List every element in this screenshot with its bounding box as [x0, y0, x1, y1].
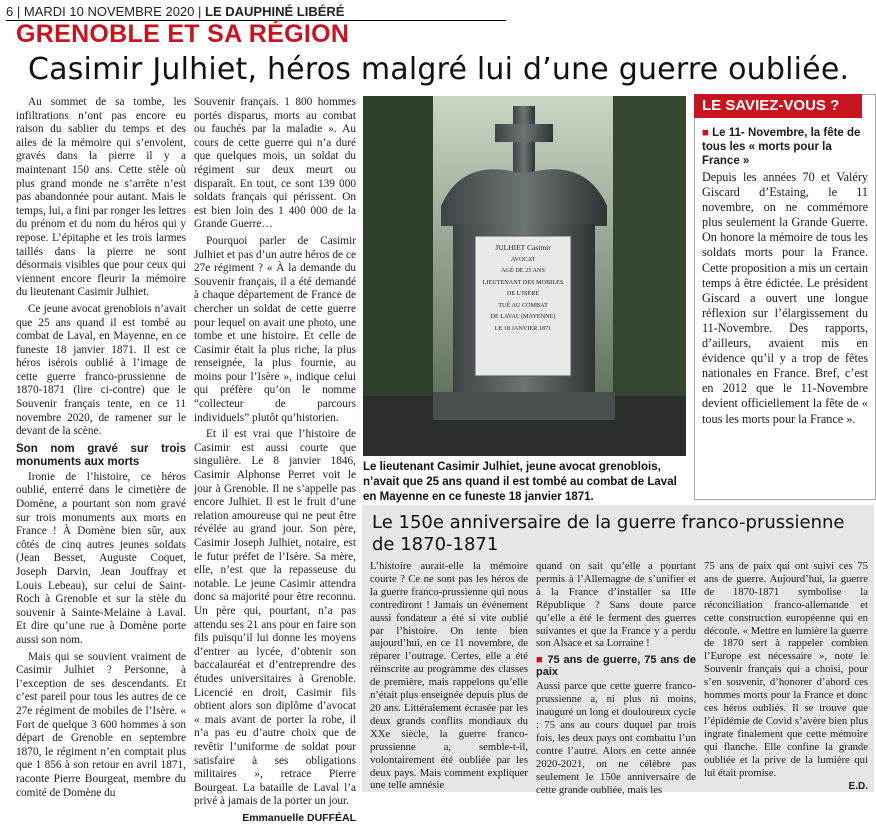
photo-caption: Le lieutenant Casimir Julhiet, jeune avocat grenoblois, n’avait que 25 ans quand il est tombé au combat de Laval en Mayenne en ce funeste 18 janvier 1871.	[363, 461, 677, 503]
box-subheading	[536, 654, 696, 678]
paragraph: 75 ans de paix qui ont suivi ces 75 ans de guerre. Aujourd’hui, la guerre de 1870-1871 symbolise la réconciliation franco-allemande et cette construction européenne qui en découle. « Mettre en lumière la guerre de 1870 sert à rappeler combien l’Europe est nécessaire », note le Souvenir français qui a choisi, pour s’en souvenir, d’honorer d’abord ces hommes morts pour la France et donc ces héros oubliés. Il se trouve que l’épidémie de Covid s’avère bien plus ingrate finalement que cette mémoire qui flanche. Elle confine la grande oubliée et la prive de la lumière qui lui était promise.	[704, 560, 868, 779]
epitaph	[477, 242, 569, 334]
epitaph-line: TUÉ AU COMBAT	[498, 301, 548, 309]
epitaph-line: DE L’ISÈRE	[506, 290, 540, 297]
issue-date: MARDI 10 NOVEMBRE 2020	[23, 4, 195, 19]
article-column-1	[16, 96, 186, 803]
box-column-3	[704, 560, 868, 794]
paragraph: quand on sait qu’elle a pourtant permis à l’Allemagne de s’unifier et à la France d’installer sa IIIe République ? Sans doute parce qu’elle a été le ferment des guerres suivantes et que la France y a perdu son Alsace et sa Lorraine !	[536, 560, 696, 650]
tomb-photo	[363, 96, 686, 456]
section-title: GRENOBLE ET SA RÉGION	[16, 20, 350, 48]
paragraph: Ironie de l’histoire, ce héros oublié, enterré dans le cimetière de Domène, a pourtant son nom gravé sur trois monuments aux morts en France ! À Domène bien sûr, aux côtés de cinq autres jeunes soldats (Jean Besset, Auguste Coquet, Joseph Darvin, Jean Jouffray et Louis Lebeau), sur celui de Saint-Roch à Grenoble et sur la stèle du souvenir à Sainte-Melaine à Laval. Et dire qu’une rue à Domène porte aussi son nom.	[16, 470, 186, 646]
bullet-icon: ■	[536, 654, 544, 667]
article-column-2	[194, 96, 356, 825]
epitaph-line: DE LAVAL (MAYENNE)	[490, 313, 556, 320]
header-separator: |	[16, 4, 21, 19]
box-column-2	[536, 560, 696, 799]
box-subheading-text: 75 ans de guerre, 75 ans de paix	[536, 654, 696, 679]
author-signature: Emmanuelle DUFFÉAL	[242, 811, 356, 824]
publication-name: LE DAUPHINÉ LIBÉRÉ	[205, 4, 345, 19]
box-title: Le 150e anniversaire de la guerre franco-prussienne de 1870-1871	[372, 512, 845, 555]
paragraph: Au sommet de sa tombe, les infiltrations n’ont pas encore eu raison du sablier du temps et des ailes de la mémoire qui s’envolent, gravés dans la pierre il y a maintenant 150 ans. Cette stèle où plus grand monde ne s’arrête n’est pas abandonnée pour autant. Mais le temps, lui, a fini par ronger les lettres du prénom et du nom du héros qui y repose. L’épitaphe et les trois larmes taillés dans la pierre ne sont désormais visibles que pour ceux qui viennent encore fleurir la mémoire du lieutenant Casimir Julhiet.	[16, 96, 186, 299]
box-initials: E.D.	[848, 781, 868, 793]
epitaph-line: AGÉ DE 25 ANS	[501, 267, 545, 274]
epitaph-line: AVOCAT	[510, 255, 536, 263]
subheading: Son nom gravé sur trois monuments aux morts	[16, 442, 186, 468]
page-header	[6, 4, 344, 19]
epitaph-line: LE 18 JANVIER 1871	[494, 324, 552, 332]
box-column-1	[370, 560, 528, 794]
header-separator: |	[198, 4, 202, 19]
paragraph: Ce jeune avocat grenoblois n’avait que 25 ans quand il est tombé au combat de Laval, en Mayenne, en ce funeste 18 janvier 1871. Il est ce héros isérois oublié à l’image de cette guerre franco-prussienne de 1870-1871 (lire ci-contre) que le Souvenir français tente, en ce 11 novembre 2020, de ramener sur le devant de la scène.	[16, 302, 186, 438]
sidebar-tag: LE SAVIEZ-VOUS ?	[694, 94, 862, 118]
sidebar-lead	[702, 126, 868, 168]
paragraph: Souvenir français. 1 800 hommes portés disparus, morts au combat ou fauchés par la maladie ». Au cours de cette guerre qui n’a duré que quelques mois, un soldat du régiment sur deux meurt ou disparaît. En tout, ce sont 139 000 soldats français qui périssent. On est bien loin des 1 400 000 de la Grande Guerre…	[194, 96, 356, 231]
paragraph: Pourquoi parler de Casimir Julhiet et pas d’un autre héros de ce 27e régiment ? « À la demande du Souvenir français, il a été demandé à chaque département de France de chercher un soldat de cette guerre pour lequel on avait une photo, une tombe et une histoire. Et celle de Casimir était la plus riche, la plus renseignée, la plus fournie, au moins pour l’Isère », indique celui qui préfère qu’on le nomme “collecteur de parcours individuels” plutôt qu’historien.	[194, 234, 356, 424]
epitaph-line: JULHIET Casimir	[495, 243, 551, 252]
headline: Casimir Julhiet, héros malgré lui d’une guerre oubliée.	[28, 52, 850, 87]
paragraph: Et il est vrai que l’histoire de Casimir est aussi courte que singulière. Le 8 janvier 1846, Casimir Alphonse Perret voit le jour à Grenoble. Il ne s’appelle pas encore Julhiet. Il est le fruit d’une relation amoureuse qui ne peut être révélée au grand jour. Son père, Casimir Joseph Julhiet, notaire, est le futur préfet de l’Isère. Sa mère, elle, n’est que la repasseuse du notable. Le jeune Casimir attendra donc sa majorité pour être reconnu. Un père qui, pourtant, n’a pas attendu ses 21 ans pour en faire son fils puisqu’il lui donne les moyens d’entrer au lycée, d’obtenir son baccalauréat et d’entreprendre des études universitaires à Grenoble. Licencié en droit, Casimir fils obtient alors son diplôme d’avocat « mais avant de porter la robe, il n’a pas eu d’autre choix que de revêtir l’uniforme de soldat pour satisfaire à ses obligations militaires », retrace Pierre Bourgeat. La bataille de Laval l’a privé à jamais de la porter un jour.	[194, 428, 356, 808]
paragraph: Mais qui se souvient vraiment de Casimir Julhiet ? Personne, à l’exception de ses descendants. Et c’est pareil pour tous les autres de ce 27e régiment de mobiles de l’Isère. « Fort de quelque 3 600 hommes à son départ de Grenoble en septembre 1870, le régiment n’en comptait plus que 1 856 à son retour en avril 1871, raconte Pierre Bourgeat, membre du comité de Domène du	[16, 650, 186, 799]
bullet-icon: ■	[702, 127, 709, 139]
sidebar-lead-text: Le 11- Novembre, la fête de tous les « morts pour la France »	[702, 127, 861, 167]
sidebar-body: Depuis les années 70 et Valéry Giscard d’Estaing, le 11 novembre, on ne commémore plus seulement la Grande Guerre. On honore la mémoire de tous les soldats morts pour la France. Cette proposition a mis un certain temps à être édictée. Le président Giscard a ouvert une longue réflexion sur l’élargissement du 11-Novembre. Des rapports, d’ailleurs, avaient mis en évidence qu’il y a trop de fêtes nationales en France. Bref, c’est en 2012 que le 11-Novembre devient officiellement la fête de « tous les morts pour la France ».	[702, 170, 868, 426]
paragraph: L’histoire aurait-elle la mémoire courte ? Ce ne sont pas les héros de la guerre franco-prussienne qui nous contrediront ! Jamais un événement aussi fondateur a été si vite oublié par l’histoire. On tente bien aujourd’hui, en ce 11 novembre, de réparer l’outrage. Certes, elle a été réinscrite au programme des classes de première, mais rappelons qu’elle n’était plus enseignée depuis plus de 20 ans. Littéralement écrasée par les deux grands conflits mondiaux du XXe siècle, la guerre franco-prussienne a, semble-t-il, volontairement été oubliée par les deux pays. Mais comment expliquer une telle amnésie	[370, 560, 528, 792]
paragraph: Aussi parce que cette guerre franco-prussienne a, ni plus ni moins, inauguré un long et douloureux cycle : 75 ans au cours duquel par trois fois, les deux pays ont combattu l’un contre l’autre. Alors en cette année 2020-2021, on ne célèbre pas seulement le 150e anniversaire de cette grande oubliée, mais les	[536, 680, 696, 796]
page-number: 6	[6, 4, 14, 19]
epitaph-line: LIEUTENANT DES MOBILES	[482, 278, 564, 286]
